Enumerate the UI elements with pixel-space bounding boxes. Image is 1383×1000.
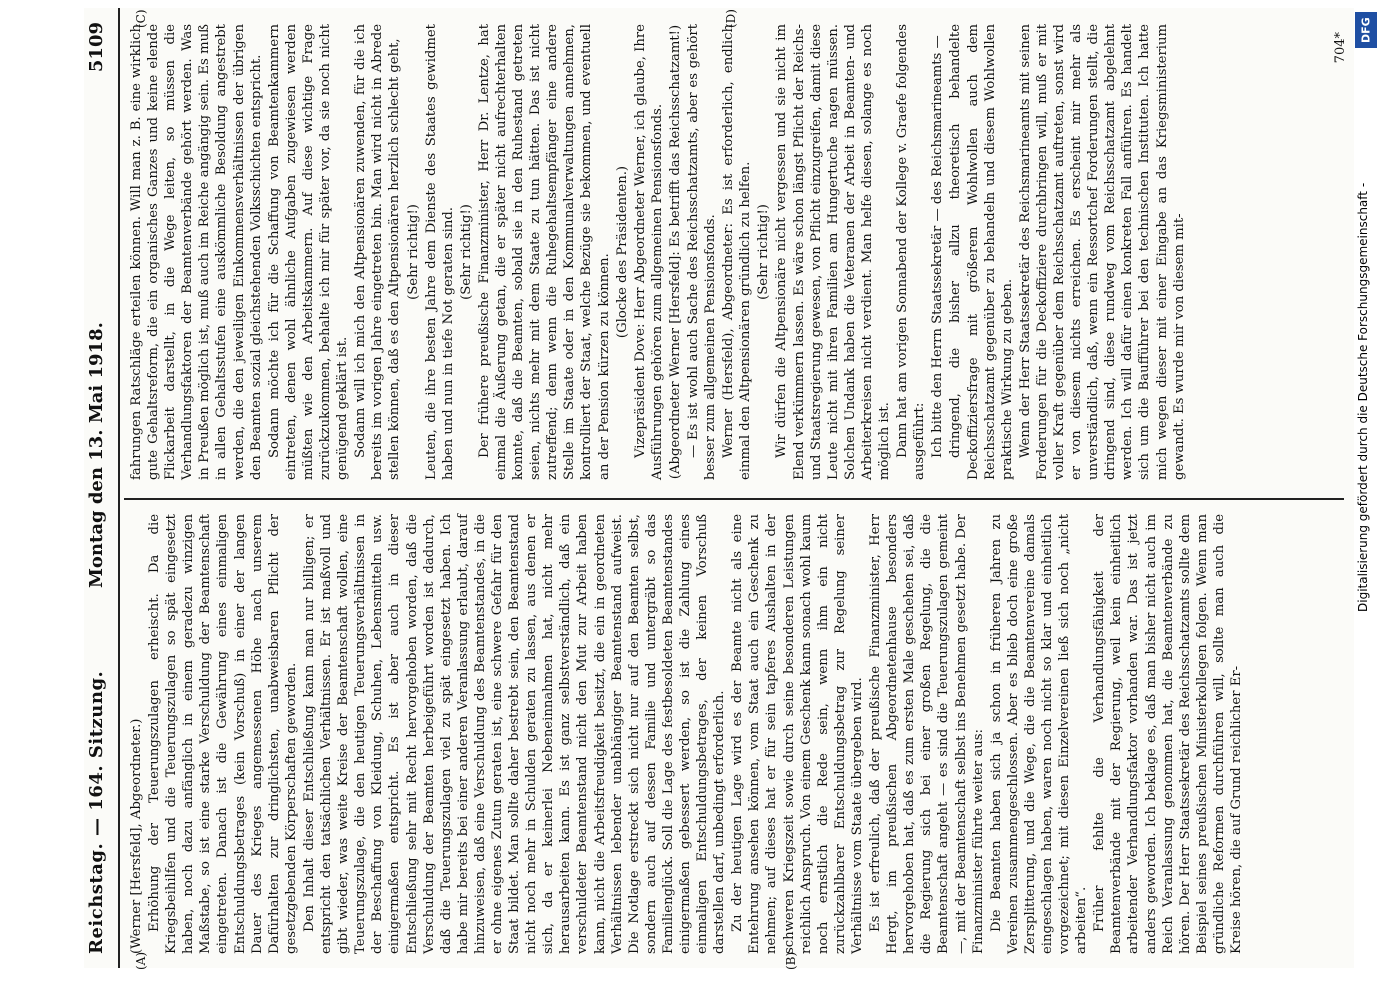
margin-marker-d: (D)	[724, 9, 738, 28]
margin-marker-b: (B)	[784, 951, 798, 970]
interjection: (Abgeordneter Werner [Hersfeld]: Es betrifft das Reichsschatzamt!)	[667, 24, 683, 480]
left-paragraph: Erhöhung der Teuerungszulagen erheischt. Da die Kriegsbeihilfen und die Teuerungszulagen so spät eingesetzt haben, noch dazu anfänglich in einem geradezu winzigen Maßstabe, so ist eine starke Verschuldung der Beamtenschaft eingetreten. Danach ist die Gewährung eines einmaligen Entschuldungsbetrages (kein Vorschuß) in einer der langen Dauer des Krieges angemessenen Höhe nach unserem Dafürhalten zur dringlichsten, unabweisbaren Pflicht der gesetzgebenden Körperschaften geworden.	[147, 514, 299, 954]
footer-signature: 704*	[1333, 32, 1348, 64]
right-quote: Ich bitte den Herrn Staatssekretär — des Reichsmarineamts —	[930, 35, 946, 458]
right-paragraph: Sodann möchte ich für die Schaffung von Beamtenkammern eintreten, denen wohl ähnliche Aufgaben zugewiesen werden müßten wie den Arbeitskammern. Auf diese wichtige Frage zurückzukommen, behalte ich mir für später vor, da sie noch nicht genügend geklärt ist.	[266, 24, 351, 480]
speaker-line: (Werner [Hersfeld], Abgeordneter.)	[129, 718, 144, 954]
column-divider	[124, 498, 1344, 500]
left-paragraph: Es ist erfreulich, daß der preußische Finanzminister, Herr Hergt, im preußischen Abgeordnetenhause besonders hervorgehoben hat, daß es zum ersten Male geschehen sei, daß die Regierung sich bei einer großen Regelung, die die Beamtenschaft angeht — es sind die Teuerungszulagen gemeint —, mit der Beamtenschaft selbst ins Benehmen gesetzt habe. Der Finanzminister führte weiter aus:	[868, 514, 986, 954]
header-rule	[118, 8, 120, 968]
rotated-sheet	[84, 8, 1364, 968]
left-quote: Die Beamten haben sich ja schon in früheren Jahren zu Vereinen zusammengeschlossen. Aber es blieb doch eine große Zersplitterung, und die Wege, die die Beamtenvereine damals eingeschlagen haben, waren noch nicht so klar und einheitlich vorgezeichnet; mit diesen Einzelvereinen ließ sich noch „nicht arbeiten“.	[988, 514, 1090, 954]
credit-text: Digitalisierung gefördert durch die Deutsche Forschungsgemeinschaft -	[1356, 182, 1370, 612]
right-paragraph: Wir dürfen die Altpensionäre nicht vergessen und sie nicht im Elend verkümmern lassen. Es wäre schon längst Pflicht der Reichs- und Staatsregierung gewesen, von Pflicht einzugreifen, damit diese Leute nicht mit ihren Familien am Hungertuche nagen müssen. Solchen Undank haben die Veteranen der Arbeit in Beamten- und Arbeiterkreisen nicht verdient. Man helfe diesen, solange es noch möglich ist.	[774, 24, 893, 480]
right-paragraph: Sodann will ich mich den Altpensionären zuwenden, für die ich bereits im vorigen Jahre eingetreten bin. Man wird nicht in Abrede stellen können, daß es den Altpensionären herzlich schlecht geht,	[353, 24, 403, 480]
left-paragraph: Zu der heutigen Lage wird es der Beamte nicht als eine Entehrung ansehen können, vom Staat auch ein Geschenk zu nehmen; auf dieses hat er für sein tapferes Aushalten in der schweren Kriegszeit sowie durch seine besonderen Leistungen reichlich Anspruch. Von einem Geschenk kann sonach wohl kaum noch ernstlich die Rede sein, wenn ihm ein nicht zurückzahlbarer Entschuldungsbetrag zur Regelung seiner Verhältnisse vom Staate übergeben wird.	[730, 514, 865, 954]
page-number: 5109	[86, 22, 107, 73]
right-quote: dringend, die bisher allzu theoretisch behandelte Deckoffiziersfrage mit größerem Wohlwollen auch dem Reichsschatzamt gegenüber zu behandeln und diesem Wohlwollen praktische Wirkung zu geben.	[948, 24, 1015, 480]
dfg-logo-icon: DFG	[1355, 12, 1377, 48]
right-column	[128, 24, 1189, 480]
margin-marker-a: (A)	[134, 951, 148, 970]
digitization-credit	[1352, 12, 1382, 612]
right-paragraph: — Es ist wohl auch Sache des Reichsschatzamts, aber es gehört besser zum allgemeinen Pensionsfonds.	[686, 24, 719, 480]
left-column	[128, 514, 1246, 954]
page-header	[80, 8, 114, 968]
interjection: (Sehr richtig!)	[458, 204, 474, 300]
paper	[84, 8, 1354, 968]
right-paragraph: Vizepräsident Dove: Herr Abgeordneter Werner, ich glaube, Ihre Ausführungen gehören zum allgemeinen Pensionsfonds.	[632, 24, 665, 480]
right-paragraph: Wenn der Herr Staatssekretär des Reichsmarineamts mit seinen Forderungen für die Deckoffiziere durchbringen will, muß er mit voller Kraft gegenüber dem Reichsschatzamt auftreten, sonst wird er von diesem nichts erreichen. Es erscheint mir mehr als unverständlich, daß, wenn ein Ressortchef Forderungen stellt, die dringend sind, diese rundweg vom Reichsschatzamt abgelehnt werden. Ich will dafür einen konkreten Fall anführen. Es handelt sich um die Baufführer bei den technischen Instituten. Ich hatte mich wegen dieser mit einer Eingabe an das Kriegsministerium gewandt. Es wurde mir von diesem mit-	[1017, 24, 1187, 480]
interjection: (Sehr richtig!)	[405, 204, 421, 300]
left-paragraph: Den Inhalt dieser Entschließung kann man nur billigen; er entspricht den tatsächlichen Verhältnissen. Er ist maßvoll und gibt wieder, was weite Kreise der Beamtenschaft wollen, eine Teuerungszulage, die den heutigen Teuerungsverhältnissen in der Beschaffung von Kleidung, Schuhen, Lebensmitteln usw. einigermaßen entspricht. Es ist aber auch in dieser Entschließung sehr mit Recht hervorgehoben worden, daß die Verschuldung der Beamten herbeigeführt worden ist dadurch, daß die Teuerungszulagen viel zu spät eingesetzt haben. Ich habe mir bereits bei einer anderen Veranlassung erlaubt, darauf hinzuweisen, daß eine Verschuldung des Beamtenstandes, in die er ohne eigenes Zutun geraten ist, eine schwere Gefahr für den Staat bildet. Man sollte daher bestrebt sein, den Beamtenstand nicht noch mehr in Schulden geraten zu lassen, aus denen er sich, da er keinerlei Nebeneinnahmen hat, nicht mehr herausarbeiten kann. Es ist ganz selbstverständlich, daß ein verschuldeter Beamtenstand nicht den Mut zur Arbeit haben kann, nicht die Arbeitsfreudigkeit besitzt, die ein in geordneten Verhältnissen lebender unabhängiger Beamtenstand aufweist. Die Notlage erstreckt sich nicht nur auf den Beamten selbst, sondern auch auf dessen Familie und untergräbt so das Familienglück. Soll die Lage des festbesoldeten Beamtenstandes einigermaßen gebessert werden, so ist die Zahlung eines einmaligen Entschuldungsbetrages, der keinen Vorschuß darstellen darf, unbedingt erforderlich.	[301, 514, 728, 954]
interjection: (Sehr richtig!)	[756, 204, 772, 300]
right-paragraph: Dann hat am vorigen Sonnabend der Kollege v. Graefe folgendes ausgeführt:	[895, 24, 928, 480]
header-left: Reichstag. — 164. Sitzung.	[86, 670, 107, 954]
right-paragraph: Der frühere preußische Finanzminister, Herr Dr. Lentze, hat einmal die Äußerung getan, die er später nicht aufrechterhalten konnte, daß die Beamten, sobald sie in den Ruhestand getreten seien, nichts mehr mit dem Staate zu tun hätten. Das ist nicht zutreffend; denn wenn die Ruhegehaltsempfänger eine andere Stelle im Staate oder in den Kommunalverwaltungen annehmen, kontrolliert der Staat, welche Bezüge sie bekommen, und eventuell an der Pension kürzen zu können.	[476, 24, 612, 480]
header-date: Montag den 13. Mai 1918.	[86, 322, 107, 588]
interjection: (Glocke des Präsidenten.)	[614, 165, 630, 339]
right-paragraph: fahrungen Ratschläge erteilen können. Will man z. B. eine wirklich gute Gehaltsreform, die ein organisches Ganzes und keine elende Flickarbeit darstellt, in die Wege leiten, so müssen die Verhandlungsfaktoren der Beamtenverbände gehört werden. Was in Preußen möglich ist, muß auch im Reiche angängig sein. Es muß in allen Gehaltsstufen eine auskömmliche Besoldung angestrebt werden, die den jeweiligen Einkommensverhältnissen der übrigen den Beamten sozial gleichstehenden Volksschichten entspricht.	[129, 24, 264, 480]
margin-marker-c: (C)	[134, 9, 148, 28]
right-paragraph: Werner (Hersfeld), Abgeordneter: Es ist erforderlich, endlich einmal den Altpensionären gründlich zu helfen.	[721, 24, 754, 480]
left-paragraph: Früher fehlte die Verhandlungsfähigkeit der Beamtenverbände mit der Regierung, weil kein einheitlich arbeitender Verhandlungsfaktor vorhanden war. Das ist jetzt anders geworden. Ich beklage es, daß man bisher nicht auch im Reich Veranlassung genommen hat, die Beamtenverbände zu hören. Der Herr Staatssekretär des Reichsschatzamts sollte dem Beispiel seines preußischen Ministerkollegen folgen. Wenn man gründliche Reformen durchführen will, sollte man auch die Kreise hören, die auf Grund reichlicher Er-	[1092, 514, 1244, 954]
right-paragraph: Leuten, die ihre besten Jahre dem Dienste des Staates gewidmet haben und nun in tiefe Not geraten sind.	[423, 24, 456, 480]
